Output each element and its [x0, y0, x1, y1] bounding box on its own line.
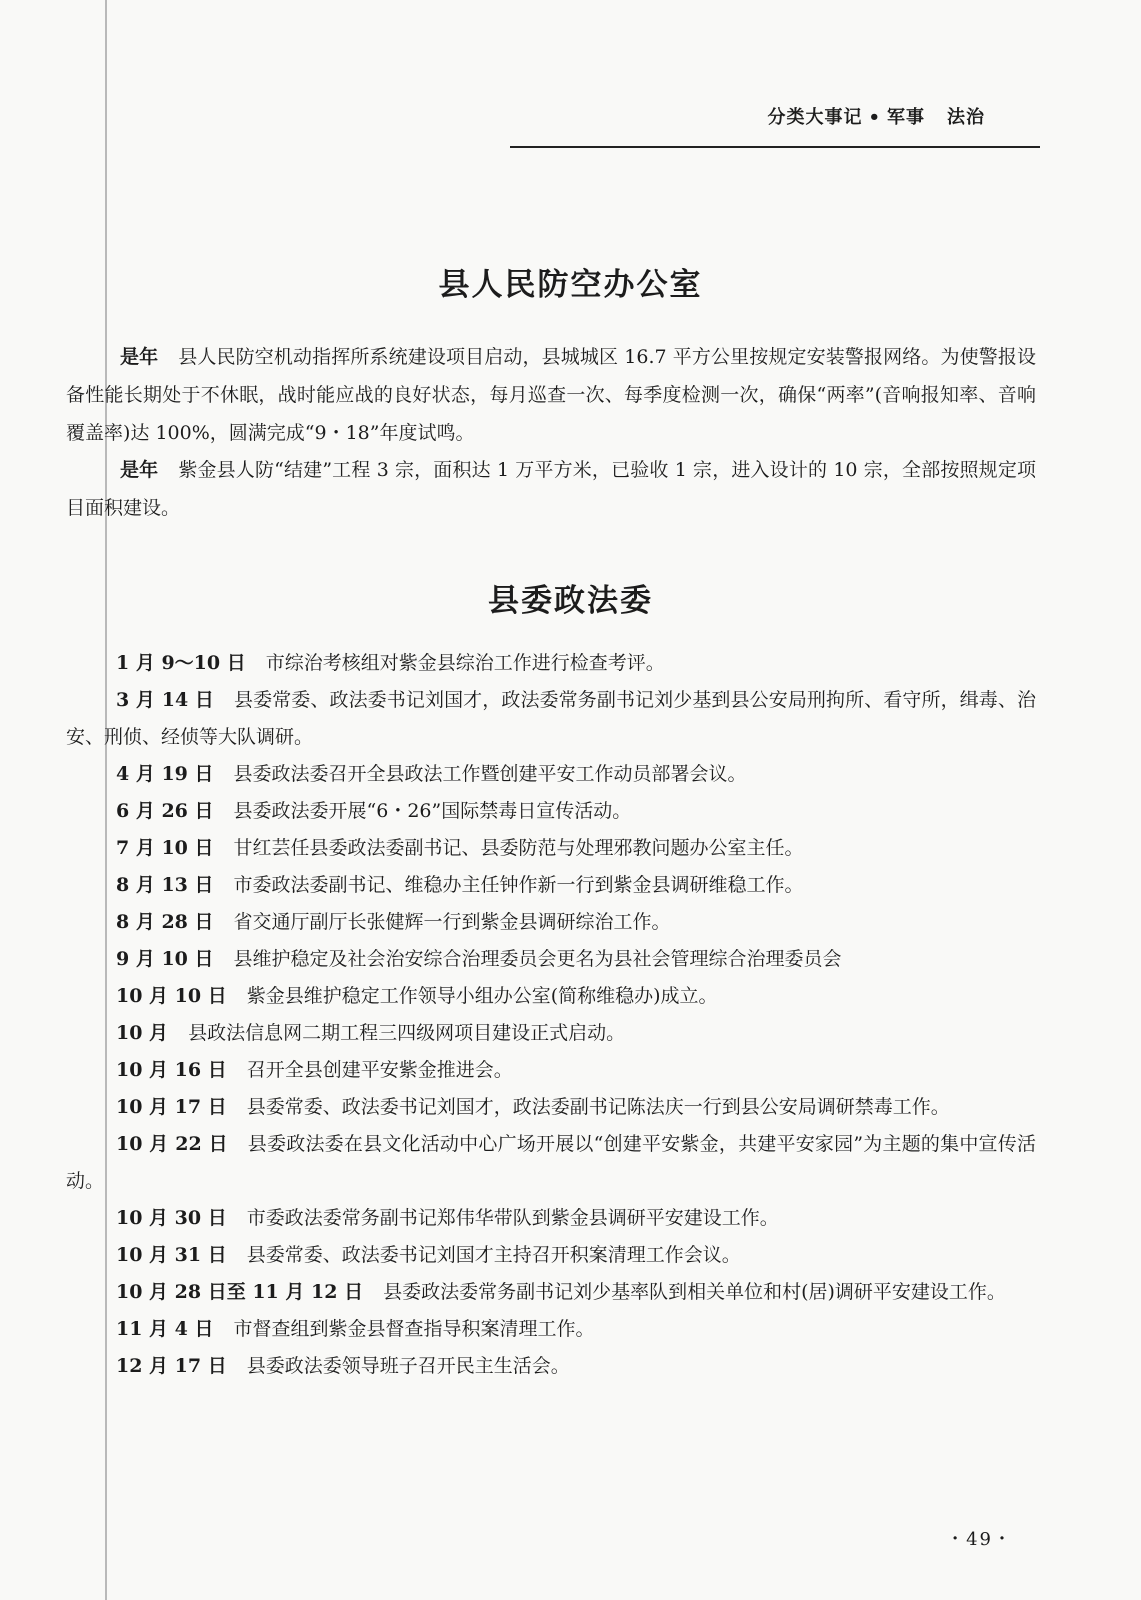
event-item: [66, 1274, 1036, 1311]
event-date: 12 月 17 日: [116, 1355, 227, 1377]
event-date: 10 月 30 日: [116, 1207, 227, 1229]
event-text: 县政法信息网二期工程三四级网项目建设正式启动。: [188, 1022, 626, 1044]
paragraph-lead: 是年: [120, 459, 159, 481]
event-item: [66, 1126, 1036, 1200]
event-item: [66, 1311, 1036, 1348]
event-date: 10 月: [116, 1022, 169, 1044]
event-text: 甘红芸任县委政法委副书记、县委防范与处理邪教问题办公室主任。: [233, 837, 804, 859]
event-text: 市督查组到紫金县督查指导积案清理工作。: [233, 1318, 595, 1340]
paragraph: [66, 451, 1036, 527]
event-date: 6 月 26 日: [116, 800, 214, 822]
event-date: 10 月 22 日: [116, 1133, 228, 1155]
event-item: [66, 941, 1036, 978]
event-item: [66, 1200, 1036, 1237]
event-date: 10 月 28 日至 11 月 12 日: [116, 1281, 364, 1303]
event-date: 3 月 14 日: [116, 689, 214, 711]
event-date: 11 月 4 日: [116, 1318, 214, 1340]
event-text: 县维护稳定及社会治安综合治理委员会更名为县社会管理综合治理委员会: [233, 948, 842, 970]
event-text: 市委政法委常务副书记郑伟华带队到紫金县调研平安建设工作。: [246, 1207, 779, 1229]
event-item: [66, 1052, 1036, 1089]
event-text: 市委政法委副书记、维稳办主任钟作新一行到紫金县调研维稳工作。: [233, 874, 804, 896]
event-text: 县委政法委召开全县政法工作暨创建平安工作动员部署会议。: [233, 763, 747, 785]
event-item: [66, 830, 1036, 867]
event-text: 县委常委、政法委书记刘国才主持召开积案清理工作会议。: [246, 1244, 741, 1266]
event-date: 10 月 31 日: [116, 1244, 227, 1266]
event-text: 召开全县创建平安紫金推进会。: [246, 1059, 513, 1081]
event-text: 县委政法委常务副书记刘少基率队到相关单位和村(居)调研平安建设工作。: [383, 1281, 1006, 1303]
event-text: 县委政法委开展“6・26”国际禁毒日宣传活动。: [233, 800, 632, 822]
event-item: [66, 1237, 1036, 1274]
event-date: 9 月 10 日: [116, 948, 214, 970]
paragraph-text: 紫金县人防“结建”工程 3 宗，面积达 1 万平方米，已验收 1 宗，进入设计的 10 宗，全部按照规定项目面积建设。: [66, 459, 1036, 519]
running-header: [767, 103, 985, 129]
event-text: 县委政法委领导班子召开民主生活会。: [246, 1355, 570, 1377]
event-item: [66, 1089, 1036, 1126]
event-text: 省交通厅副厅长张健辉一行到紫金县调研综治工作。: [233, 911, 671, 933]
event-item: [66, 645, 1036, 682]
event-date: 10 月 17 日: [116, 1096, 227, 1118]
event-date: 4 月 19 日: [116, 763, 214, 785]
event-text: 市综治考核组对紫金县综治工作进行检查考评。: [265, 652, 665, 674]
header-law: 法治: [947, 107, 985, 128]
event-date: 10 月 16 日: [116, 1059, 227, 1081]
event-date: 8 月 13 日: [116, 874, 214, 896]
paragraph-text: 县人民防空机动指挥所系统建设项目启动，县城城区 16.7 平方公里按规定安装警报网络。为使警报设备性能长期处于不休眠，战时能应战的良好状态，每月巡查一次、每季度检测一次，确保“两率”(音响报知率、音响覆盖率)达 100%，圆满完成“9・18”年度试鸣。: [66, 346, 1036, 444]
event-date: 10 月 10 日: [116, 985, 227, 1007]
event-text: 县委常委、政法委书记刘国才，政法委常务副书记刘少基到县公安局刑拘所、看守所，缉毒、治安、刑侦、经侦等大队调研。: [66, 689, 1036, 748]
header-dot: •: [868, 107, 881, 128]
event-date: 7 月 10 日: [116, 837, 214, 859]
paragraph: [66, 338, 1036, 452]
event-text: 县委常委、政法委书记刘国才，政法委副书记陈法庆一行到县公安局调研禁毒工作。: [246, 1096, 950, 1118]
header-rule: [510, 146, 1040, 148]
paragraph-lead: 是年: [120, 346, 159, 368]
event-item: [66, 682, 1036, 756]
section-title-political-legal: 县委政法委: [488, 583, 653, 619]
event-text: 紫金县维护稳定工作领导小组办公室(简称维稳办)成立。: [246, 985, 718, 1007]
event-item: [66, 904, 1036, 941]
event-date: 1 月 9～10 日: [116, 652, 246, 674]
header-category: 分类大事记: [767, 107, 863, 128]
section-title-civil-defense: 县人民防空办公室: [438, 267, 703, 303]
event-item: [66, 867, 1036, 904]
event-text: 县委政法委在县文化活动中心广场开展以“创建平安紫金，共建平安家园”为主题的集中宣传活动。: [66, 1133, 1036, 1192]
page-number: ・49・: [946, 1529, 1013, 1550]
header-military: 军事: [887, 107, 925, 128]
event-item: [66, 793, 1036, 830]
event-item: [66, 1015, 1036, 1052]
event-item: [66, 1348, 1036, 1385]
event-item: [66, 756, 1036, 793]
event-list: [66, 645, 1036, 1385]
event-date: 8 月 28 日: [116, 911, 214, 933]
event-item: [66, 978, 1036, 1015]
